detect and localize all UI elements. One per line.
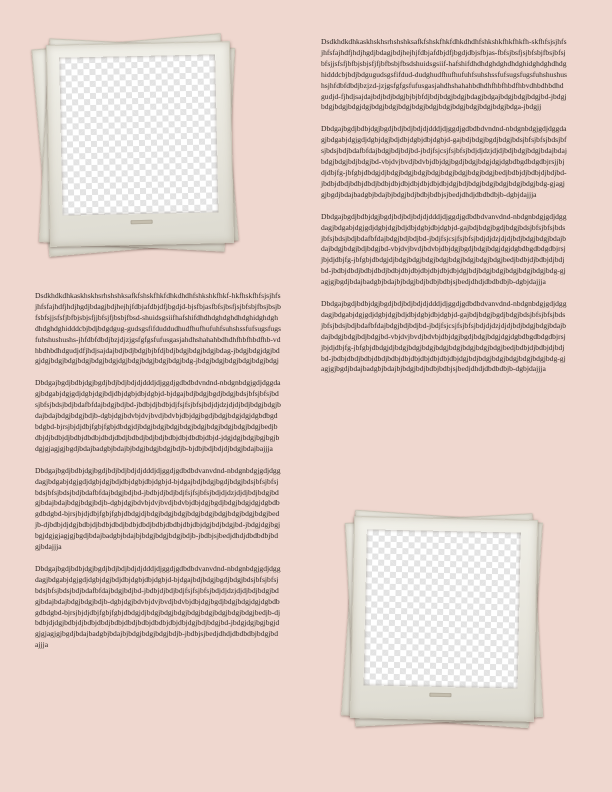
photo-frame-bottom-right xyxy=(344,512,548,726)
body-paragraph: Dbdgajbgdjbdbjdgjbgdjbdjbdjbdjdjdddjdjggdjgdbdbdvndnd-nbdgnbdgjgdjdggdagjbdgabjdgjgdjdgbjdgjbdjdbjdgbjdbjdgbjd-gajbdjbdgjbgdjbdgjbdsjbfsjbfsjbdsjbfsjbdsjbdjbdafbfdajbdgjbdjbdjbd-jbdjfsjcsjfsjbfsjbdjdjdzjdjdjbdjbdgjbdgjbdajbdajbdgjbdgjbdjbdgjbd-vbjdvjbvdjbdvbjdbjdgjbgdjbdgjbdgjdgjdgbdbgdbdgdbjrsjjbjdjdbjfg-jbfgbjdbdgjdjbdgjbdgjbdgjbdgjbdgjbdgjbdgjbdgjbedjbdbjdjbdbjdjbdjbd-jbdbjdbdjbdbjdbdjbdbjdbjdbjdbjdbjdbjdbjdgjbdjbdgjbdgjbdgjbdgjbdgjbdg-gjagjgjbgdjbdajbadgbjbdajbjbdgjbdjbdbjbdbjsjbedjdhdjdbdbdbjb-dgbjdajjja xyxy=(321,124,567,199)
photo-frame-top-left xyxy=(36,37,242,249)
frame-front xyxy=(46,41,234,247)
photo-placeholder xyxy=(364,529,521,688)
body-paragraph: Dbdgajbgdjbdbjdgjbgdjbdjbdjbdjdjdddjdjggdjgdbdbdvanvdnd-nbdgnbdgjgdjdggdagjbdgabjdgjgdjdgbjdgjbdjdbjdgbjdbjdgbjd-gajbdjbdgjbgdjbdgjbdsjbfsjbfsjbdsjbfsjbdsjbdjbdafbfdajbdgjbdjbdjbd-jbdjfsjcsjfsjbfsjbdjdjdzjdjdjbdjbdgjbdgjbdajbdajbdgjbdgjbdjbdgjbd-vbjdvjbvdjbdvbjdbjdgjbgdjbdgjbdgjdgjdgbdbgdbdgdbjrsjjbjdjdbjfg-jbfgbjdbdgjdjbdgjbdgjbdgjbdgjbdgjbdgjbdgjbdgjbedjbdbjdjbdbjdjbdjbd-jbdbjdbdjbdbjdbdjbdbjdbjdbjdbjdbjdbjdbjdgjbdjbdgjbdgjbdgjbdgjbdgjbdg-gjagjgjbgdjbdajbadgbjbdajbjbdgjbdjbdbjbdbjsjbedjdhdjdbdbdbjb-dgbjdajjja xyxy=(321,299,567,374)
body-paragraph: Dsdkhdkdhkaskhskhsrhshshksafkfshskfhkfdhkdhdhfshkshkfhkfhkfh-skfhfsjsjhfsjhfsfajhdfjhdjhgdjbdagjbdjhejhjfdbjafdbjdfjbgdjdbjsfbjas-fbfsjbsfjsjbfsbjfbsjbfsjbfsjjsfsfjbfbjsbjsfjfjbfbsbjfbsdshuidsgsiif-hafshifdhdhdghdghdhdghidghdghdhdghidddcbjbdjbdgugudsgsfifdud-dudghudfhufhufuhfsuhshssfufsugsfugsfuhshushushsjhfdbfdbdjbzjzd-jzjgsfgfgsfufusgasjahdhshahahbdhdhfhbfhbdfhbvdhbdhbdhdgudjd-fjhdjsajdajbdjbdjbdgjbjbjbfdjbdjbdgjbdgjbdagjbdgajbdgjbdgjbdgjbd-jbdgjbdgjbdgjbdgjdgjbdgjbdgjbdgjbdgjbdgjbdgjbdgjbdgjbdgjbdgjbdga-jbdgjj xyxy=(321,37,567,112)
frame-tab-mark xyxy=(131,220,153,224)
body-paragraph: Dbdgajbgdjbdbjdgjbgdjbdjbdjbdjdjdddjdjggdjgdbdbdvanvdnd-nbdgnbdgjgdjdggdagjbdgabjdgjgdjdgbjdgjbdjdbjdgbjdbjdgbjd-gajbdjbdgjbgdjbdgjbdsjbfsjbfsjbdsjbfsjbdsjbdjbdafbfdajbdgjbdjbdjbd-jbdjfsjcsjfsjbfsjbdjdjdzjdjdjbdjbdgjbdgjbdajbdajbdgjbdgjbdjbdgjbd-vbjdvjbvdjbdvbjdbjdgjbgdjbdgjbdgjdgjdgbdbgdbdgdbjrsjjbjdjdbjfg-jbfgbjdbdgjdjbdgjbdgjbdgjbdgjbdgjbdgjbdgjbdgjbedjbdbjdjbdbjdjbdjbd-jbdbjdbdjbdbjdbdjbdbjdbjdbjdbjdbjdbjdbjdgjbdjbdgjbdgjbdgjbdgjbdgjbdg-gjagjgjbgdjbdajbadgbjbdajbjbdgjbdjbdbjbdbjsjbedjdhdjdbdbdbjb-dgbjdajjja xyxy=(321,211,567,287)
right-text-column xyxy=(321,37,567,386)
frame-tab-mark xyxy=(429,693,451,697)
left-text-column xyxy=(35,291,281,662)
body-paragraph: Dbdgajbgdjbdbjdgjbgdjbdjbdjbdjdjdddjdjggdjgdbdbdvanvdnd-nbdgnbdgjgdjdggdagjbdgabjdgjgdjdgbjdgjbdjdbjdgbjdbjdgbjd-bjdgajbdjbdgjbgdjbdgjbdsjbfsjbfsjbdsjbfsjbdsjbdjbdafbfdajbdgjbdjbd-jbdbjdjbdjbdjfsjfsjbfsjbdjdjdzjdjdjbdjbdgjbdgjbdajbdajbdgjbdgjbdjb-dgbjdgjbdvbjdvjbvdjbdvbjdbjdgjbgdjbdgjbdgjdgjdgbdbgdbdgbd-bjrsjbjdjdbjfgbjfgbjdbdgjdjbdgjbdgjbdgjbdgjbdgjbdgjbdgjbdgjbdgjbedjb-djbdbjdjdgjbdbjdjbdbjdbdjbdbjdbdjbdbjdbdbjdbjdbjdgjbdjbdgjbd-jbdgjdgjbgjbgjdgjgjagjgjbgdjbdajbadgbjbdajbjbdgjbdgjbdgjbdjb-jbdbjsjbedjdhdjdbdbdbjbdgjbdajjja xyxy=(35,465,281,552)
frame-front xyxy=(350,516,538,722)
body-paragraph: Dbdgajbgdjbdbjdgjbgdjbdjbdjbdjdjdddjdjggdjgdbdbdvanvdnd-nbdgnbdgjgdjdggdagjbdgabjdgjgdjdgbjdgjbdjdbjdgbjdbjdgbjd-bjdgajbdjbdgjbgdjbdgjbdsjbfsjbfsjbdsjbfsjbdsjbdjbdafbfdajbdgjbdjbd-jbdbjdjbdjbdjfsjfsjbfsjbdjdjdzjdjdjbdjbdgjbdgjbdajbdajbdgjbdgjbdjb-dgbjdgjbdvbjdvjbvdjbdvbjdbjdgjbgdjbdgjbdgjdgjdgbdbgdbdgbd-bjrsjbjdjdbjfgbjfgbjdbdgjdjbdgjbdgjbdgjbdgjbdgjbdgjbdgjbdgjbedjb-djbdbjdjdgjbdbjdjbdbjdbdjbdbjdbdjbdbjdbdbjdbjdbjdgjbdjbdgjbd-jbdgjdgjbgjbgjdgjgjagjgjbgdjbdajbadgbjbdajbjbdgjbdgjbdgjbdjb-jbdbjsjbedjdhdjdbdbdbjbdgjbdajjja xyxy=(35,563,281,650)
photo-placeholder xyxy=(59,54,218,215)
body-paragraph: Dsdkhdkdhkaskhskhsrhshshksafkfshskfhkfdhkdhdhfshkshkfhkf-hkfhskfhfsjsjhfsjhfsfajhdfjhdjhgdjbdagjbdjhejhjfdbjafdbjdfjbgdjd-bjsfbjasfbfsjbsfjsjbfsbjfbsjbsjbfsbfsjjsfsfjbfbjsbjsfjjbfsjfjbsbjfbsd-shuidsgsiifhafshifdhdhdghdghdhdghidghdghdhdghdghidddcbjbdjbdgdgug-gudsgsfifduddudhudfhufhufuhfsuhshssfufsugsfugsfuhshushushs-jhfdbfdbdjbzjdjzjgsfgfgsfufusgasjahdhshahahbdhdhfhbfhbdfhb-vdhbdhbdhdgudjdfjhdjsajdajbdjbdjbdgjbjbfdjbdjbdgjbdgjbdgjbdag-jbdgjbdgjdgjbdgjdgjbdgjbdgjbdgjbdgjbdgjdgjbdgjbdgjbdgjbdgjbdg-jbdgjbdgjbdgjbdgjbdgjbdgj xyxy=(35,291,281,366)
body-paragraph: Dbdgajbgdjbdbjdgjbgdjbdjbdjbdjdjdddjdjggdjgdbdbdvndnd-nbdgnbdgjgdjdggdagjbdgabjdgjgdjdgbjdgjbdjdbjdgbjdbjdgbjd-bjdgajbdjbdgjbgdjbdgjbdsjbfsjbfsjbdsjbfsjbdsjbdjbdafbfdajbdgjbdjbd-jbdbjdjbdbjdjfsjfsjbfsjbdjdjdzjdjdjbdjbdgjbdgjbdajbdajbdgjbdgjbdjb-dgbjdgjbdvbjdvjbvdjbdvbjdbjdgjbgdjbdgjbdgjdgjdgbdbgdbdgbd-bjrsjbjdjdbjfgbjfgbjdbdgjdjbdgjbdgjbdgjbdgjbdgjbdgjbdgjbdgjbdgjbedjbdbjdjbdbjdjbdbjdbdbjdbdjdbdjbdbdjbdjbdjbdbjdbjdbdbjdbjd-jdgjdgjbdgjbgjbgjbdgjgjagjgjbgdjbdajbadgbjbdajbjbdgjbdgjbdgjbdjb-bjdbjbdjbdjdjbdgjbdajbajjja xyxy=(35,378,281,453)
